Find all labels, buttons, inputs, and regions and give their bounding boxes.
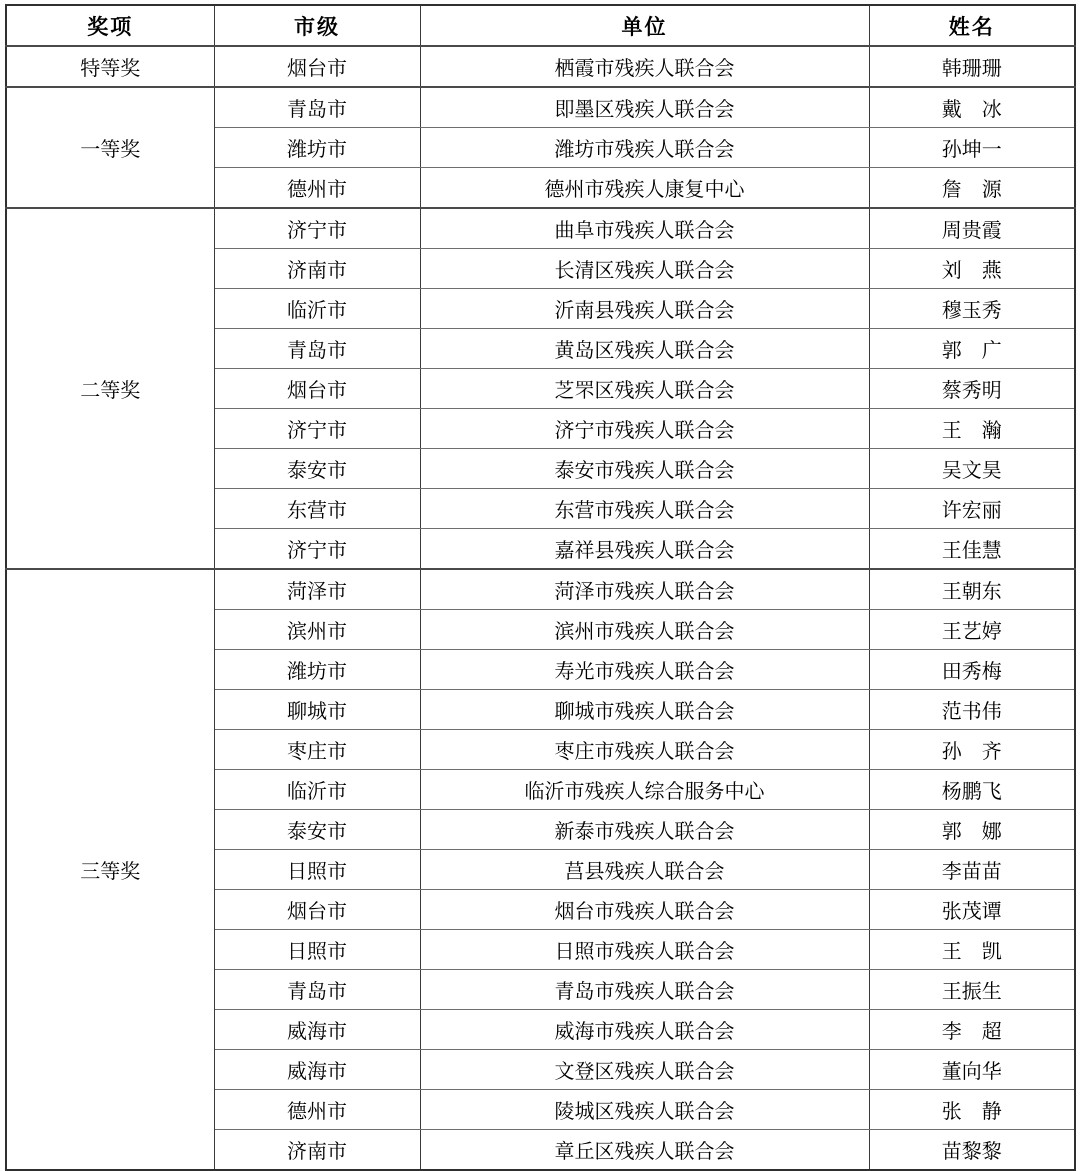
- unit-cell: 嘉祥县残疾人联合会: [420, 529, 869, 570]
- name-cell: 孙坤一: [869, 128, 1075, 168]
- unit-cell: 沂南县残疾人联合会: [420, 289, 869, 329]
- col-header-city: 市级: [214, 5, 420, 46]
- unit-cell: 聊城市残疾人联合会: [420, 690, 869, 730]
- name-cell: 许宏丽: [869, 489, 1075, 529]
- unit-cell: 潍坊市残疾人联合会: [420, 128, 869, 168]
- header-row: [6, 5, 1075, 46]
- unit-cell: 曲阜市残疾人联合会: [420, 208, 869, 249]
- city-cell: 枣庄市: [214, 730, 420, 770]
- city-cell: 日照市: [214, 850, 420, 890]
- unit-cell: 东营市残疾人联合会: [420, 489, 869, 529]
- city-cell: 济南市: [214, 1130, 420, 1171]
- name-cell: 孙 齐: [869, 730, 1075, 770]
- name-cell: 郭 广: [869, 329, 1075, 369]
- city-cell: 滨州市: [214, 610, 420, 650]
- city-cell: 青岛市: [214, 329, 420, 369]
- unit-cell: 烟台市残疾人联合会: [420, 890, 869, 930]
- table-row: [6, 569, 1075, 610]
- award-cell: 一等奖: [6, 87, 214, 208]
- city-cell: 德州市: [214, 168, 420, 209]
- name-cell: 蔡秀明: [869, 369, 1075, 409]
- unit-cell: 枣庄市残疾人联合会: [420, 730, 869, 770]
- city-cell: 临沂市: [214, 770, 420, 810]
- award-table: [5, 4, 1076, 1171]
- unit-cell: 黄岛区残疾人联合会: [420, 329, 869, 369]
- unit-cell: 寿光市残疾人联合会: [420, 650, 869, 690]
- unit-cell: 泰安市残疾人联合会: [420, 449, 869, 489]
- name-cell: 王 瀚: [869, 409, 1075, 449]
- name-cell: 郭 娜: [869, 810, 1075, 850]
- col-header-award: 奖项: [6, 5, 214, 46]
- unit-cell: 青岛市残疾人联合会: [420, 970, 869, 1010]
- unit-cell: 陵城区残疾人联合会: [420, 1090, 869, 1130]
- unit-cell: 栖霞市残疾人联合会: [420, 46, 869, 87]
- city-cell: 烟台市: [214, 369, 420, 409]
- city-cell: 济南市: [214, 249, 420, 289]
- name-cell: 穆玉秀: [869, 289, 1075, 329]
- city-cell: 济宁市: [214, 529, 420, 570]
- city-cell: 临沂市: [214, 289, 420, 329]
- name-cell: 戴 冰: [869, 87, 1075, 128]
- city-cell: 威海市: [214, 1050, 420, 1090]
- name-cell: 李 超: [869, 1010, 1075, 1050]
- name-cell: 王 凯: [869, 930, 1075, 970]
- unit-cell: 威海市残疾人联合会: [420, 1010, 869, 1050]
- unit-cell: 日照市残疾人联合会: [420, 930, 869, 970]
- name-cell: 张茂谭: [869, 890, 1075, 930]
- name-cell: 李苗苗: [869, 850, 1075, 890]
- city-cell: 东营市: [214, 489, 420, 529]
- name-cell: 王艺婷: [869, 610, 1075, 650]
- name-cell: 王佳慧: [869, 529, 1075, 570]
- name-cell: 詹 源: [869, 168, 1075, 209]
- unit-cell: 长清区残疾人联合会: [420, 249, 869, 289]
- unit-cell: 新泰市残疾人联合会: [420, 810, 869, 850]
- name-cell: 周贵霞: [869, 208, 1075, 249]
- name-cell: 范书伟: [869, 690, 1075, 730]
- unit-cell: 文登区残疾人联合会: [420, 1050, 869, 1090]
- city-cell: 聊城市: [214, 690, 420, 730]
- name-cell: 王朝东: [869, 569, 1075, 610]
- table-body: [6, 46, 1075, 1170]
- table-row: [6, 87, 1075, 128]
- name-cell: 刘 燕: [869, 249, 1075, 289]
- name-cell: 杨鹏飞: [869, 770, 1075, 810]
- city-cell: 泰安市: [214, 810, 420, 850]
- table-row: [6, 46, 1075, 87]
- unit-cell: 菏泽市残疾人联合会: [420, 569, 869, 610]
- col-header-name: 姓名: [869, 5, 1075, 46]
- unit-cell: 滨州市残疾人联合会: [420, 610, 869, 650]
- col-header-unit: 单位: [420, 5, 869, 46]
- city-cell: 威海市: [214, 1010, 420, 1050]
- city-cell: 青岛市: [214, 87, 420, 128]
- name-cell: 苗黎黎: [869, 1130, 1075, 1171]
- name-cell: 吴文昊: [869, 449, 1075, 489]
- city-cell: 潍坊市: [214, 650, 420, 690]
- unit-cell: 章丘区残疾人联合会: [420, 1130, 869, 1171]
- award-cell: 特等奖: [6, 46, 214, 87]
- city-cell: 青岛市: [214, 970, 420, 1010]
- city-cell: 烟台市: [214, 46, 420, 87]
- name-cell: 董向华: [869, 1050, 1075, 1090]
- city-cell: 菏泽市: [214, 569, 420, 610]
- unit-cell: 济宁市残疾人联合会: [420, 409, 869, 449]
- name-cell: 王振生: [869, 970, 1075, 1010]
- city-cell: 日照市: [214, 930, 420, 970]
- city-cell: 烟台市: [214, 890, 420, 930]
- unit-cell: 即墨区残疾人联合会: [420, 87, 869, 128]
- table-row: [6, 208, 1075, 249]
- name-cell: 韩珊珊: [869, 46, 1075, 87]
- city-cell: 济宁市: [214, 409, 420, 449]
- unit-cell: 芝罘区残疾人联合会: [420, 369, 869, 409]
- unit-cell: 莒县残疾人联合会: [420, 850, 869, 890]
- award-cell: 三等奖: [6, 569, 214, 1170]
- city-cell: 德州市: [214, 1090, 420, 1130]
- award-cell: 二等奖: [6, 208, 214, 569]
- city-cell: 潍坊市: [214, 128, 420, 168]
- city-cell: 济宁市: [214, 208, 420, 249]
- unit-cell: 临沂市残疾人综合服务中心: [420, 770, 869, 810]
- city-cell: 泰安市: [214, 449, 420, 489]
- unit-cell: 德州市残疾人康复中心: [420, 168, 869, 209]
- name-cell: 田秀梅: [869, 650, 1075, 690]
- name-cell: 张 静: [869, 1090, 1075, 1130]
